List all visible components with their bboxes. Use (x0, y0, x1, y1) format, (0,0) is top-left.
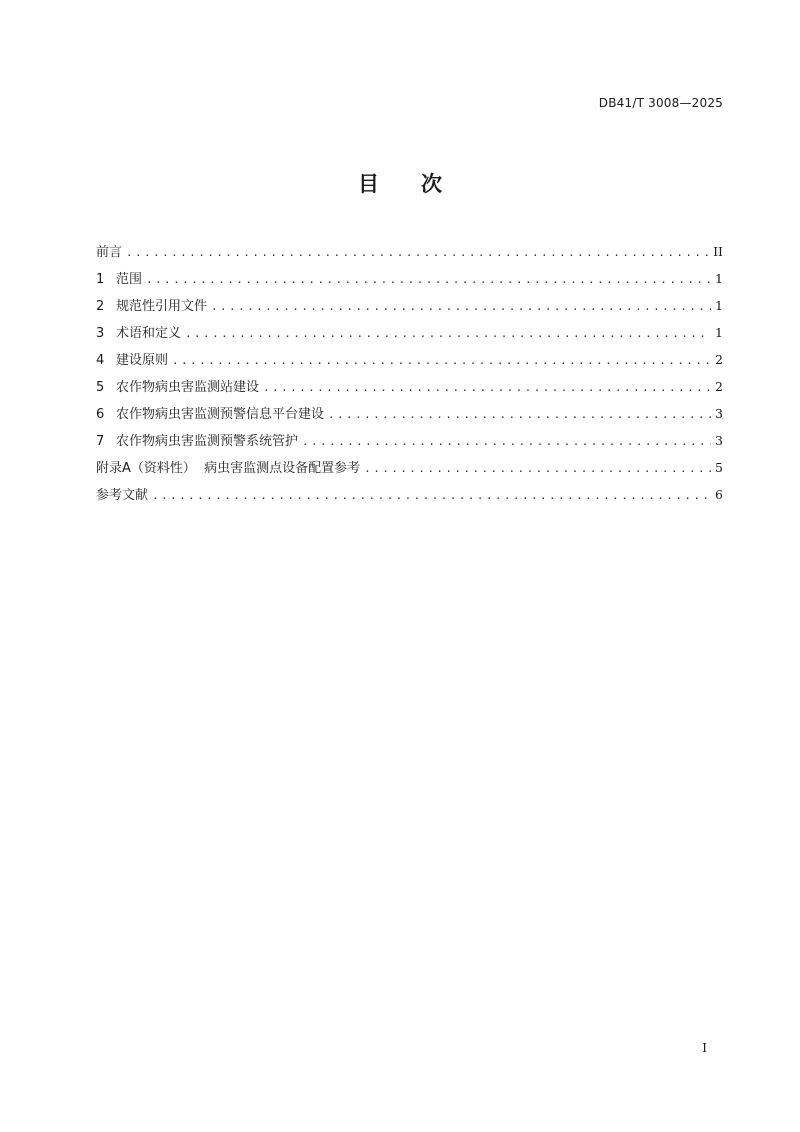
toc-entry-label (96, 403, 324, 422)
toc-dot-leader (152, 489, 711, 502)
toc-entry-text: 范围 (116, 272, 143, 287)
toc-entry-appendix-a[interactable] (96, 457, 723, 484)
toc-entry-text: 农作物病虫害监测预警信息平台建设 (116, 407, 325, 422)
toc-dot-leader (263, 381, 711, 394)
toc-entry-label (96, 268, 142, 287)
toc-entry-construction-principles[interactable] (96, 349, 723, 376)
toc-dot-leader (302, 435, 711, 448)
toc-dot-leader (364, 462, 711, 475)
toc-dot-leader (146, 273, 711, 286)
toc-entry-information-platform[interactable] (96, 403, 723, 430)
toc-entry-text: 建设原则 (116, 353, 169, 368)
toc-entry-page: 6 (715, 487, 723, 502)
toc-list (96, 241, 723, 511)
toc-entry-number: 6 (96, 407, 105, 422)
toc-entry-label: 附录A（资料性） 病虫害监测点设备配置参考 (96, 461, 361, 476)
toc-dot-leader (211, 300, 711, 313)
toc-entry-text: 规范性引用文件 (116, 299, 208, 314)
toc-entry-page: 3 (715, 433, 723, 448)
toc-entry-page: 2 (715, 379, 723, 394)
toc-entry-page: 5 (715, 460, 723, 475)
toc-entry-page: II (713, 244, 723, 259)
page-number: I (702, 1041, 707, 1055)
toc-entry-number: 7 (96, 434, 105, 449)
toc-entry-number: 2 (96, 299, 105, 314)
toc-title-char-1: 目 (358, 172, 379, 196)
toc-entry-label (96, 295, 207, 314)
toc-entry-monitoring-station[interactable] (96, 376, 723, 403)
toc-entry-text: 术语和定义 (116, 326, 182, 341)
toc-title-char-2: 次 (421, 172, 442, 196)
toc-dot-leader (126, 246, 709, 259)
toc-entry-number: 4 (96, 353, 105, 368)
toc-entry-terms-definitions[interactable] (96, 322, 723, 349)
toc-entry-label: 参考文献 (96, 488, 149, 503)
toc-entry-page: 1 (715, 325, 723, 340)
toc-entry-number: 3 (96, 326, 105, 341)
toc-dot-leader (185, 327, 711, 340)
toc-entry-text: 农作物病虫害监测站建设 (116, 380, 260, 395)
toc-entry-number: 1 (96, 272, 105, 287)
toc-entry-normative-references[interactable] (96, 295, 723, 322)
toc-entry-label (96, 349, 168, 368)
standard-code: DB41/T 3008—2025 (598, 96, 723, 110)
toc-entry-page: 1 (715, 298, 723, 313)
toc-entry-label (96, 376, 259, 395)
toc-entry-page: 2 (715, 352, 723, 367)
toc-entry-page: 3 (715, 406, 723, 421)
toc-entry-bibliography[interactable] (96, 484, 723, 511)
toc-entry-label (96, 322, 181, 341)
toc-entry-scope[interactable] (96, 268, 723, 295)
toc-title (0, 168, 800, 198)
toc-dot-leader (328, 408, 711, 421)
toc-dot-leader (172, 354, 711, 367)
toc-entry-text: 农作物病虫害监测预警系统管护 (116, 434, 299, 449)
toc-entry-system-maintenance[interactable] (96, 430, 723, 457)
toc-entry-number: 5 (96, 380, 105, 395)
toc-entry-foreword[interactable] (96, 241, 723, 268)
toc-entry-label: 前言 (96, 245, 123, 260)
toc-entry-page: 1 (715, 271, 723, 286)
toc-entry-label (96, 430, 298, 449)
